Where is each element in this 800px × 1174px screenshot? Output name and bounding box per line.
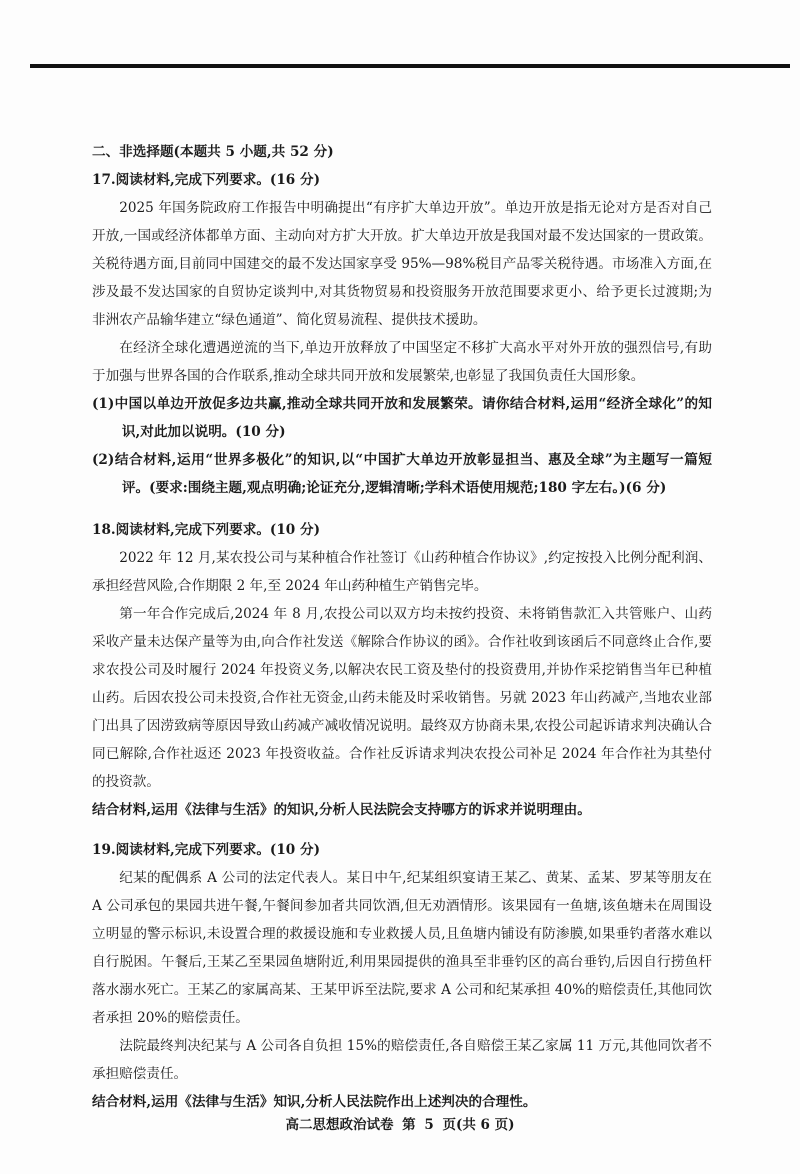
- question-17-paragraph-1: 2025 年国务院政府工作报告中明确提出“有序扩大单边开放”。单边开放是指无论对方是否对自己开放,一国或经济体都单方面、主动向对方扩大开放。扩大单边开放是我国对最不发达国家的一贯政策。关税待遇方面,目前同中国建交的最不发达国家享受 95%—98%税目产品零关税待遇。市场准入方面,在涉及最不发达国家的自贸协定谈判中,对其货物贸易和投资服务开放范围要求更小、给予更长过渡期;为非洲农产品输华建立“绿色通道”、简化贸易流程、提供技术援助。: [92, 200, 712, 328]
- question-18-paragraph-2: 第一年合作完成后,2024 年 8 月,农投公司以双方均未按约投资、未将销售款汇入共管账户、山药采收产量未达保产量等为由,向合作社发送《解除合作协议的函》。合作社收到该函后不同意终止合作,要求农投公司及时履行 2024 年投资义务,以解决农民工资及垫付的投资费用,并协作采挖销售当年已种植山药。后因农投公司未投资,合作社无资金,山药未能及时采收销售。另就 2023 年山药减产,当地农业部门出具了因涝致病等原因导致山药减产减收情况说明。最终双方协商未果,农投公司起诉请求判决确认合同已解除,合作社返还 2023 年投资收益。合作社反诉请求判决农投公司补足 2024 年合作社为其垫付的投资款。: [92, 606, 712, 790]
- footer-page-total: 页(共 6 页): [442, 1117, 515, 1133]
- question-18-title: 18.阅读材料,完成下列要求。(10 分): [92, 522, 321, 538]
- footer-page-word: 第: [402, 1117, 416, 1133]
- question-19-paragraph-2: 法院最终判决纪某与 A 公司各自负担 15%的赔偿责任,各自赔偿王某乙家属 11 万元,其他同饮者不承担赔偿责任。: [92, 1038, 712, 1082]
- question-17-paragraph-2: 在经济全球化遭遇逆流的当下,单边开放释放了中国坚定不移扩大高水平对外开放的强烈信号,有助于加强与世界各国的合作联系,推动全球共同开放和发展繁荣,也彰显了我国负责任大国形象。: [92, 340, 712, 384]
- question-17-sub-2: (2)结合材料,运用“世界多极化”的知识,以“中国扩大单边开放彰显担当、惠及全球”为主题写一篇短评。(要求:围绕主题,观点明确;论证充分,逻辑清晰;学科术语使用规范;180 字左右。)(6 分): [92, 452, 712, 496]
- question-17-title: 17.阅读材料,完成下列要求。(16 分): [92, 172, 321, 188]
- top-rule: [30, 64, 790, 68]
- question-19-title: 19.阅读材料,完成下列要求。(10 分): [92, 842, 321, 858]
- exam-page: [92, 138, 712, 1116]
- footer-page-number: 5: [424, 1117, 434, 1133]
- page-footer: [0, 1113, 800, 1133]
- section-title: 二、非选择题(本题共 5 小题,共 52 分): [92, 144, 334, 160]
- question-19-paragraph-1: 纪某的配偶系 A 公司的法定代表人。某日中午,纪某组织宴请王某乙、黄某、孟某、罗某等朋友在 A 公司承包的果园共进午餐,午餐间参加者共同饮酒,但无劝酒情形。该果园有一鱼塘,该鱼塘未在周围设立明显的警示标识,未设置合理的救援设施和专业救援人员,且鱼塘内铺设有防渗膜,如果垂钓者落水难以自行脱困。午餐后,王某乙至果园鱼塘附近,利用果园提供的渔具至非垂钓区的高台垂钓,后因自行捞鱼杆落水溺水死亡。王某乙的家属高某、王某甲诉至法院,要求 A 公司和纪某承担 40%的赔偿责任,其他同饮者承担 20%的赔偿责任。: [92, 870, 712, 1026]
- question-18-paragraph-1: 2022 年 12 月,某农投公司与某种植合作社签订《山药种植合作协议》,约定按投入比例分配利润、承担经营风险,合作期限 2 年,至 2024 年山药种植生产销售完毕。: [92, 550, 712, 594]
- question-17-sub-1: (1)中国以单边开放促多边共赢,推动全球共同开放和发展繁荣。请你结合材料,运用“经济全球化”的知识,对此加以说明。(10 分): [92, 396, 712, 440]
- question-18-task: 结合材料,运用《法律与生活》的知识,分析人民法院会支持哪方的诉求并说明理由。: [92, 802, 591, 818]
- footer-title: 高二思想政治试卷: [285, 1117, 394, 1133]
- question-19-task: 结合材料,运用《法律与生活》知识,分析人民法院作出上述判决的合理性。: [92, 1094, 537, 1110]
